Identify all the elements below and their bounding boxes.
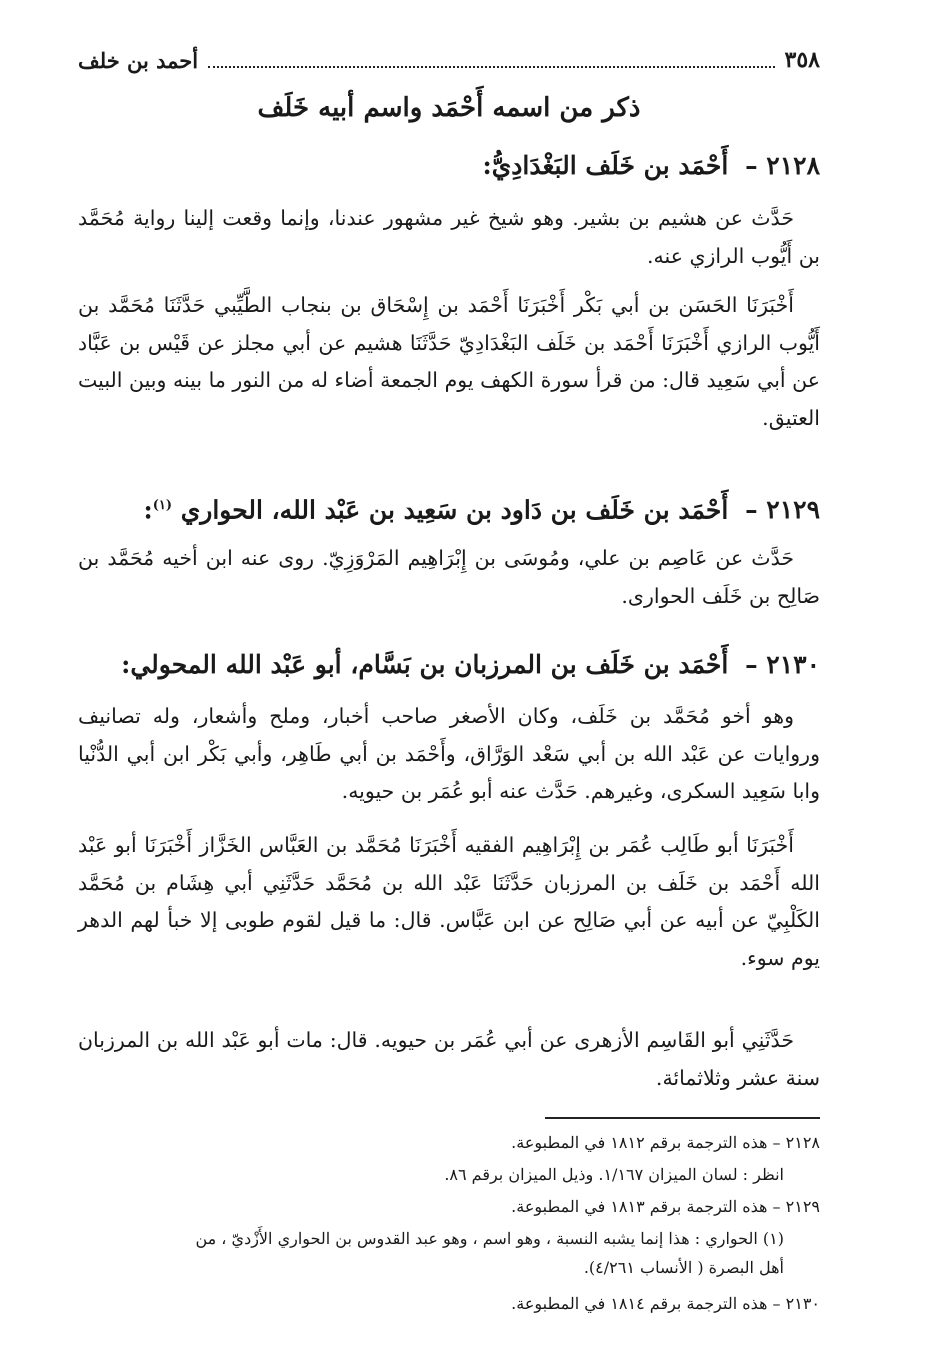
footnote-line: انظر : لسان الميزان ١/١٦٧. وذيل الميزان برقم ٨٦. — [444, 1165, 784, 1184]
heading-colon: : — [143, 495, 153, 525]
entry-title: أَحْمَد بن خَلَف بن المرزبان بن بَسَّام، أبو عَبْد الله المحولي: — [121, 650, 729, 679]
paragraph: حَدَّث عن عَاصِم بن علي، ومُوسَى بن إِبْرَاهِيم المَرْوَزِيّ. روى عنه ابن أخيه مُحَمَّد بن صَالِح بن خَلَف الحوارى. — [78, 546, 820, 608]
entry-number: ٢١٣٠ – — [745, 650, 820, 679]
footnote-ref: (١) — [152, 498, 172, 513]
entry-title: أَحْمَد بن خَلَف البَغْدَادِيُّ: — [482, 151, 729, 180]
entry-heading-2129 — [78, 486, 820, 530]
running-title: أحمد بن خلف — [78, 47, 199, 73]
paragraph: أَخْبَرَنَا أبو طَالِب عُمَر بن إِبْرَاهِيم الفقيه أَخْبَرَنَا مُحَمَّد بن العَبَّاس الخَزَّاز أَخْبَرَنَا أبو عَبْد الله أَحْمَد بن خَلَف بن المرزبان حَدَّثَنَا عَبْد الله بن مُحَمَّد حَدَّثَنِي أبي هِشَام بن مُحَمَّد الكَلْبِيّ عن أبيه عن أبي صَالِح عن ابن عَبَّاس. قال: ما قيل لقوم طوبى إلا خبأ لهم الدهر يوم سوء. — [78, 833, 820, 970]
paragraph: حَدَّثَنِي أبو القَاسِم الأزهرى عن أبي عُمَر بن حيويه. قال: مات أبو عَبْد الله بن المرزبان سنة عشر وثلاثمائة. — [78, 1028, 820, 1090]
footnote-line: ٢١٣٠ – هذه الترجمة برقم ١٨١٤ في المطبوعة. — [511, 1294, 820, 1313]
header-dot-leader — [208, 52, 774, 68]
section-title: ذكر من اسمه أَحْمَد واسم أبيه خَلَف — [257, 93, 641, 123]
footnote-line: ٢١٢٨ – هذه الترجمة برقم ١٨١٢ في المطبوعة. — [511, 1133, 820, 1152]
page-number: ٣٥٨ — [784, 47, 820, 73]
entry-title: أَحْمَد بن خَلَف بن دَاود بن سَعِيد بن عَبْد الله، الحواري — [180, 495, 729, 525]
entry-number: ٢١٢٨ – — [745, 151, 820, 180]
footnote-rule — [545, 1117, 820, 1119]
paragraph: وهو أخو مُحَمَّد بن خَلَف، وكان الأصغر صاحب أخبار، وملح وأشعار، وله تصانيف وروايات عن عَبْد الله بن أبي سَعْد الوَرَّاق، وأَحْمَد بن أبي طَاهِر، وأبي بَكْر ابن أبي الدُّنْيا وابا سَعِيد السكرى، وغيرهم. حَدَّث عنه أبو عُمَر بن حيويه. — [78, 704, 820, 803]
footnote-line: (١) الحواري : هذا إنما يشبه النسبة ، وهو اسم ، وهو عبد القدوس بن الحواري الأَزْديّ ، من — [195, 1229, 784, 1248]
entry-heading-2128 — [78, 146, 820, 186]
book-page — [78, 0, 820, 1361]
paragraph: أَخْبَرَنَا الحَسَن بن أبي بَكْر أَخْبَرَنَا أَحْمَد بن إِسْحَاق بن بنجاب الطَّيِّبي حَدَّثَنَا مُحَمَّد بن أَيُّوب الرازي أَخْبَرَنَا أَحْمَد بن خَلَف البَغْدَادِيّ حَدَّثَنَا هشيم عن أبي مجلز عن قَيْس بن عَبَّاد عن أبي سَعِيد قال: من قرأ سورة الكهف يوم الجمعة أضاء له من النور ما بينه وبين البيت العتيق. — [78, 293, 820, 430]
footnote-line: ٢١٢٩ – هذه الترجمة برقم ١٨١٣ في المطبوعة. — [511, 1197, 820, 1216]
running-header — [78, 40, 820, 80]
paragraph: حَدَّث عن هشيم بن بشير. وهو شيخ غير مشهور عندنا، وإنما وقعت إلينا رواية مُحَمَّد بن أَيُّوب الرازي عنه. — [78, 206, 820, 268]
entry-heading-2130 — [78, 645, 820, 685]
entry-number: ٢١٢٩ – — [745, 495, 820, 525]
footnote-line: أهل البصرة ( الأنساب ٤/٢٦١). — [583, 1258, 784, 1277]
